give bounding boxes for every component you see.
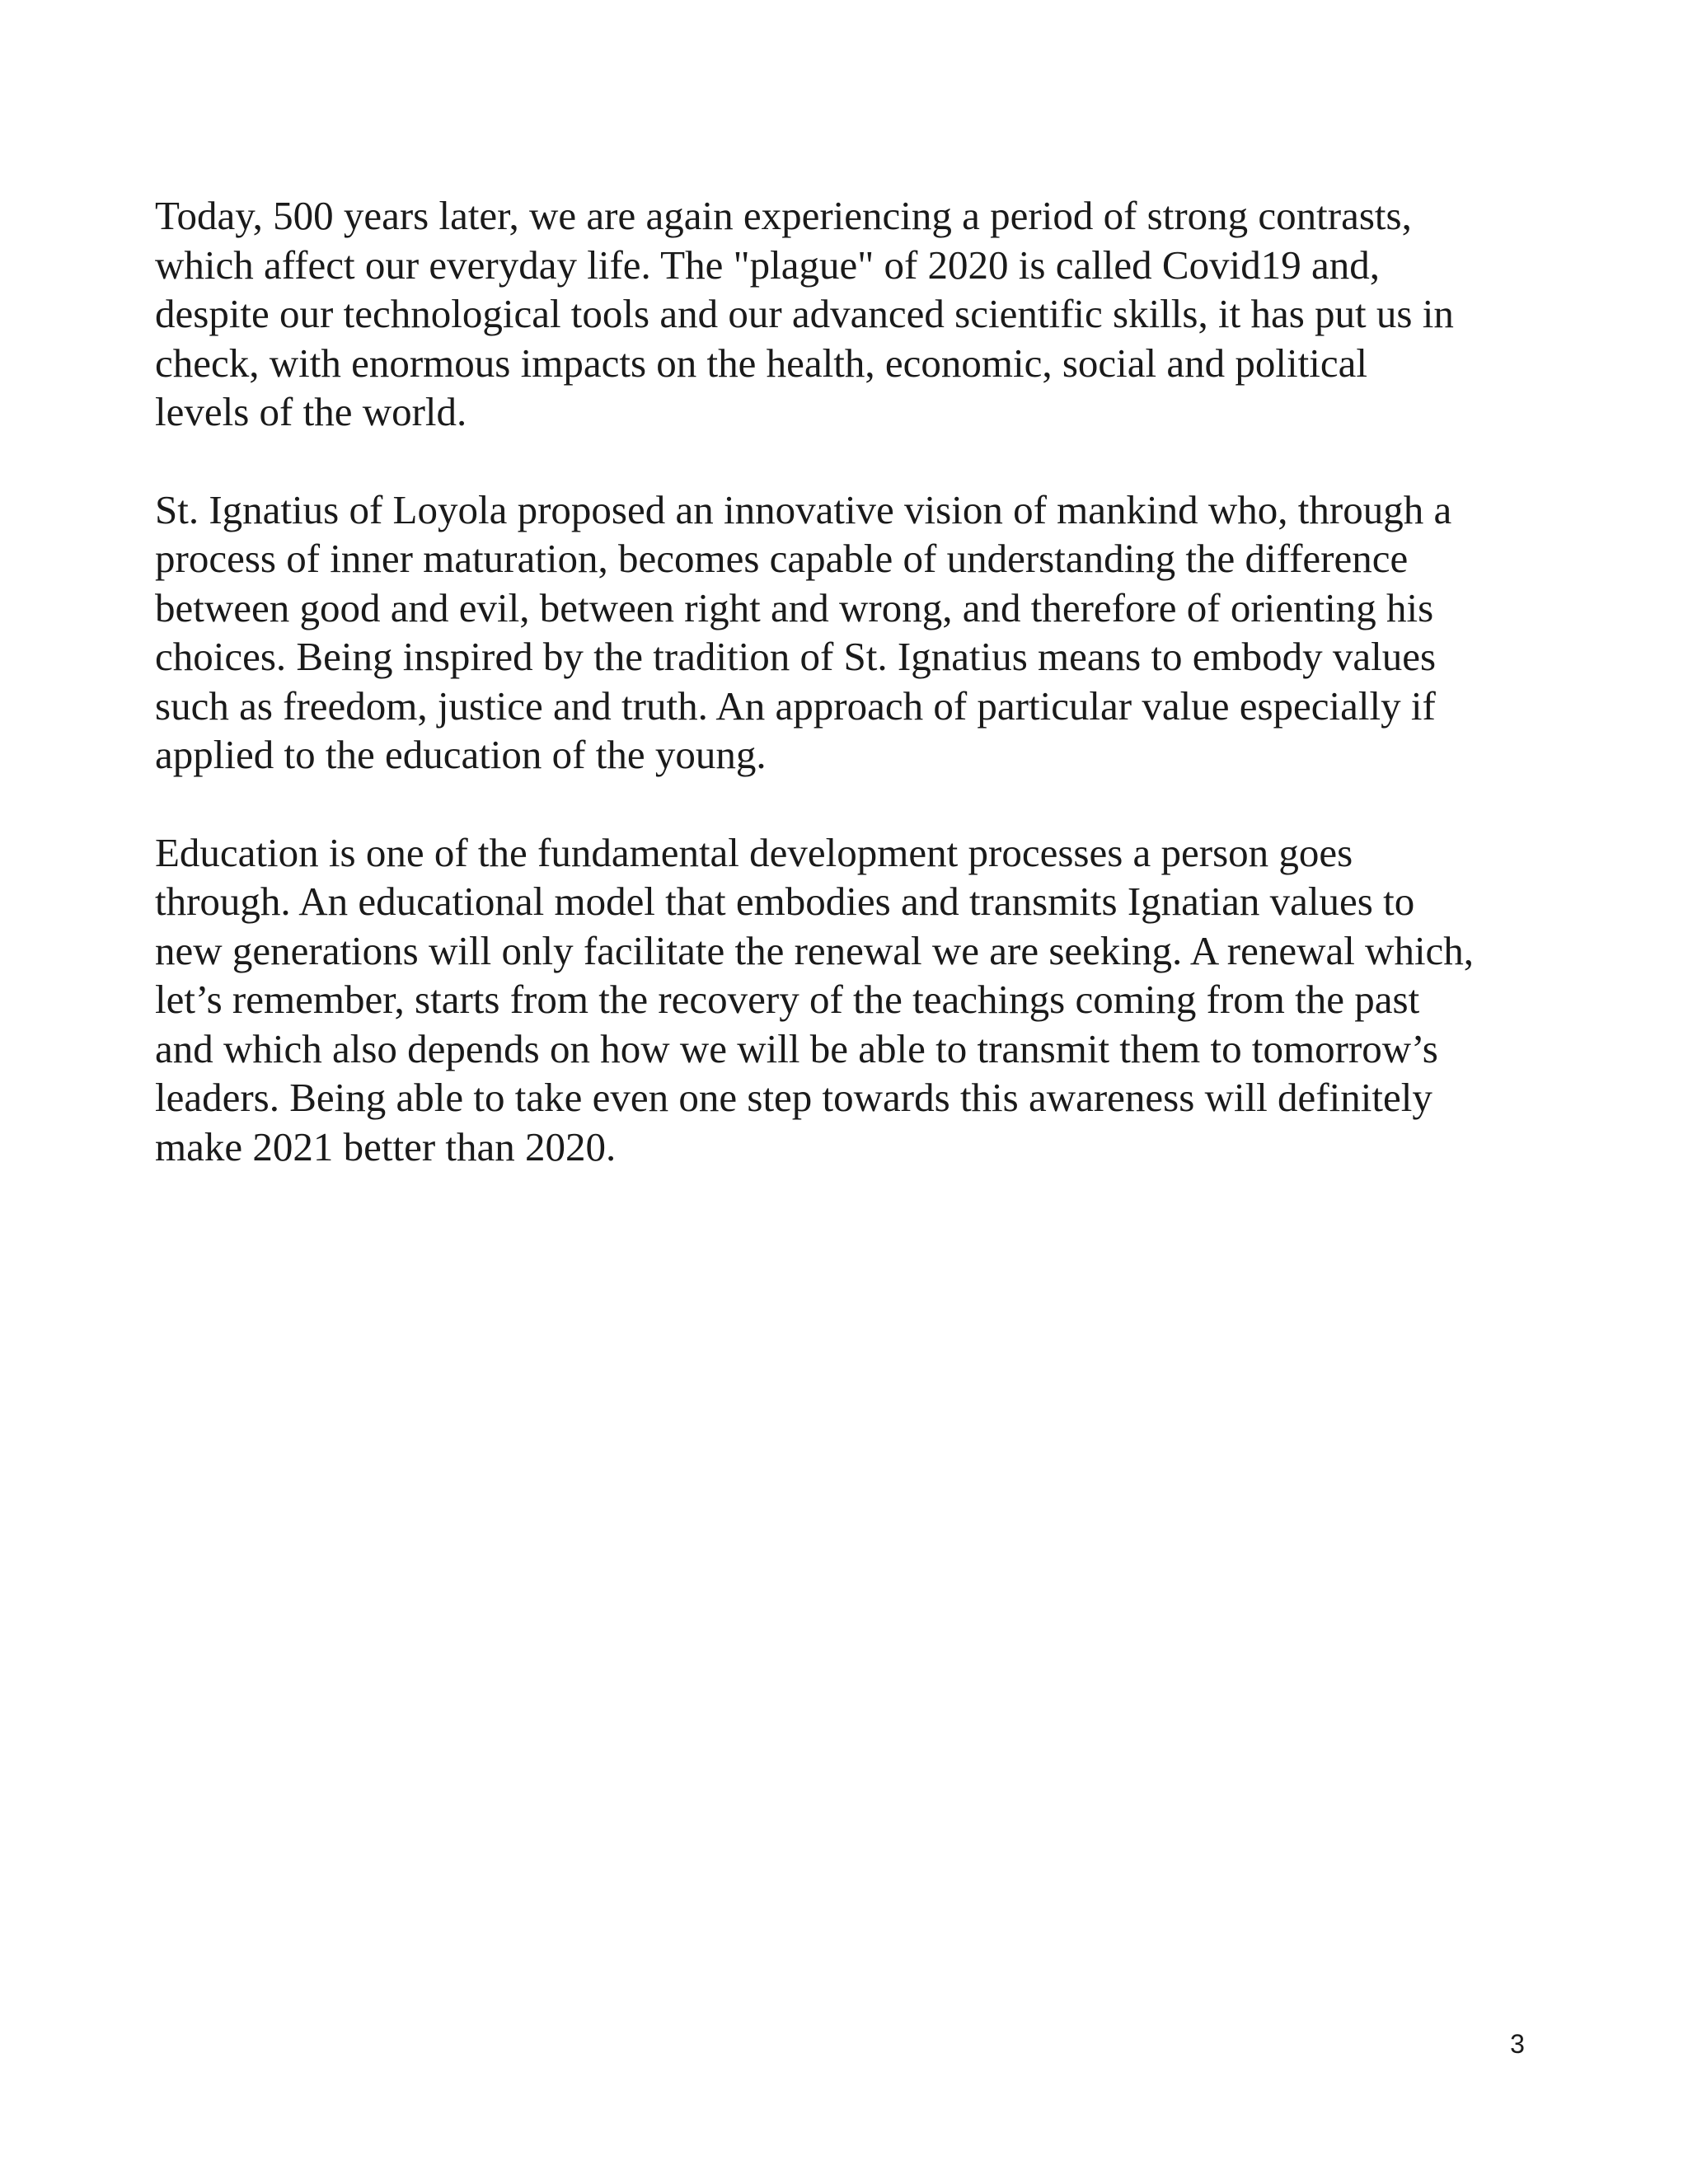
text-line: new generations will only facilitate the renewal we are seeking. A renewal which, [155,927,1475,973]
text-line: choices. Being inspired by the tradition of St. Ignatius means to embody values [155,634,1437,679]
text-line: despite our technological tools and our advanced scientific skills, it has put us in [155,291,1454,336]
text-line: leaders. Being able to take even one step towards this awareness will definitely [155,1075,1432,1120]
text-line: process of inner maturation, becomes capable of understanding the difference [155,536,1409,581]
text-line: St. Ignatius of Loyola proposed an innovative vision of mankind who, through a [155,486,1452,532]
text-line: levels of the world. [155,389,467,434]
text-line: Education is one of the fundamental development processes a person goes [155,829,1353,875]
paragraph-3 [155,828,1556,1172]
text-line: let’s remember, starts from the recovery of the teachings coming from the past [155,977,1420,1022]
text-line: which affect our everyday life. The "plague" of 2020 is called Covid19 and, [155,241,1380,288]
document-body [155,191,1556,1220]
text-line: and which also depends on how we will be able to transmit them to tomorrow’s [155,1025,1438,1071]
text-line: applied to the education of the young. [155,732,767,777]
paragraph-1 [155,191,1556,437]
text-line: through. An educational model that embodies and transmits Ignatian values to [155,879,1415,924]
text-line: check, with enormous impacts on the health, economic, social and political [155,340,1367,386]
text-line: such as freedom, justice and truth. An approach of particular value especially if [155,682,1436,729]
text-line: make 2021 better than 2020. [155,1123,617,1169]
text-line: Today, 500 years later, we are again experiencing a period of strong contrasts, [155,193,1412,238]
paragraph-2 [155,485,1556,780]
page-number: 3 [1510,2029,1525,2059]
text-line: between good and evil, between right and wrong, and therefore of orienting his [155,584,1434,630]
